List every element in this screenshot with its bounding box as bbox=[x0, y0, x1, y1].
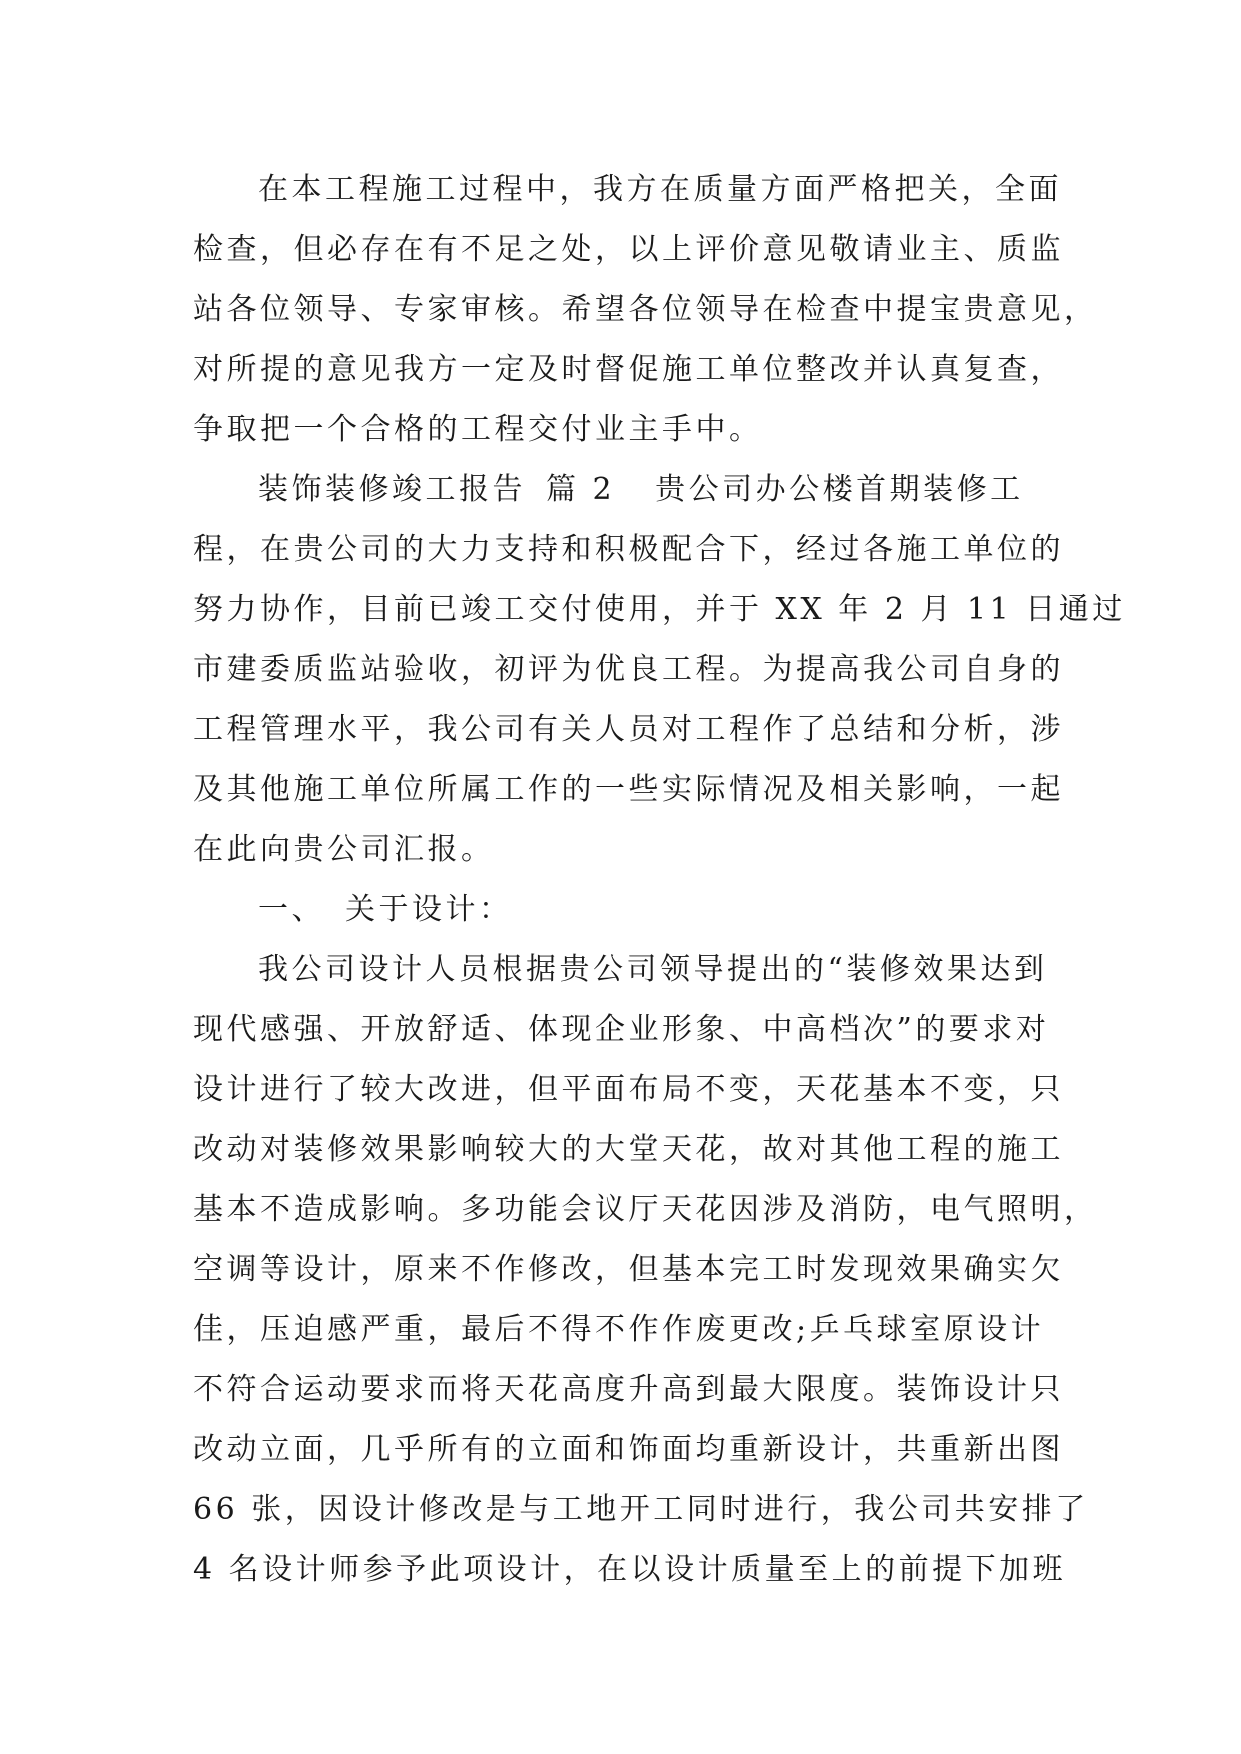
paragraph-line: 市建委质监站验收，初评为优良工程。为提高我公司自身的 bbox=[193, 652, 1064, 687]
paragraph-completion-report bbox=[193, 460, 1126, 880]
paragraph-line: 空调等设计，原来不作修改，但基本完工时发现效果确实欠 bbox=[193, 1252, 1064, 1287]
paragraph-line: 努力协作，目前已竣工交付使用，并于 XX 年 2 月 11 日通过 bbox=[193, 592, 1126, 627]
paragraph-line: 站各位领导、专家审核。希望各位领导在检查中提宝贵意见， bbox=[193, 292, 1098, 327]
section-number: 一、 bbox=[258, 892, 325, 927]
paragraph-line: 佳，压迫感严重，最后不得不作作废更改;乒乓球室原设计 bbox=[193, 1312, 1045, 1347]
paragraph-line: 设计进行了较大改进，但平面布局不变，天花基本不变，只 bbox=[193, 1072, 1064, 1107]
section-heading bbox=[193, 880, 1053, 940]
report-title: 装饰装修竣工报告 bbox=[258, 472, 526, 507]
paragraph-line: 程，在贵公司的大力支持和积极配合下，经过各施工单位的 bbox=[193, 532, 1064, 567]
document-body bbox=[193, 160, 1126, 1600]
report-part-number: 篇 2 bbox=[546, 472, 616, 507]
paragraph-line: 基本不造成影响。多功能会议厅天花因涉及消防，电气照明， bbox=[193, 1192, 1098, 1227]
paragraph-line: 争取把一个合格的工程交付业主手中。 bbox=[193, 412, 763, 447]
paragraph-line-text: 贵公司办公楼首期装修工 bbox=[655, 472, 1024, 507]
paragraph-line: 工程管理水平，我公司有关人员对工程作了总结和分析，涉 bbox=[193, 712, 1064, 747]
paragraph-line: 在本工程施工过程中，我方在质量方面严格把关，全面 bbox=[258, 172, 1062, 207]
section-title: 关于设计： bbox=[345, 892, 513, 927]
paragraph-line: 及其他施工单位所属工作的一些实际情况及相关影响，一起 bbox=[193, 772, 1064, 807]
paragraph-line: 不符合运动要求而将天花高度升高到最大限度。装饰设计只 bbox=[193, 1372, 1064, 1407]
paragraph-line: 对所提的意见我方一定及时督促施工单位整改并认真复查， bbox=[193, 352, 1064, 387]
paragraph-line: 我公司设计人员根据贵公司领导提出的“装修效果达到 bbox=[258, 952, 1048, 987]
paragraph-line: 现代感强、开放舒适、体现企业形象、中高档次”的要求对 bbox=[193, 1012, 1050, 1047]
paragraph-line: 在此向贵公司汇报。 bbox=[193, 832, 495, 867]
paragraph-line bbox=[193, 460, 1053, 520]
paragraph-quality-review bbox=[193, 160, 1098, 460]
paragraph-line: 66 张，因设计修改是与工地开工同时进行，我公司共安排了 bbox=[193, 1492, 1089, 1527]
paragraph-line: 改动对装修效果影响较大的大堂天花，故对其他工程的施工 bbox=[193, 1132, 1064, 1167]
paragraph-line: 改动立面，几乎所有的立面和饰面均重新设计，共重新出图 bbox=[193, 1432, 1064, 1467]
paragraph-design bbox=[193, 940, 1098, 1600]
paragraph-line: 4 名设计师参予此项设计，在以设计质量至上的前提下加班 bbox=[193, 1552, 1067, 1587]
paragraph-line: 检查，但必存在有不足之处，以上评价意见敬请业主、质监 bbox=[193, 232, 1064, 267]
